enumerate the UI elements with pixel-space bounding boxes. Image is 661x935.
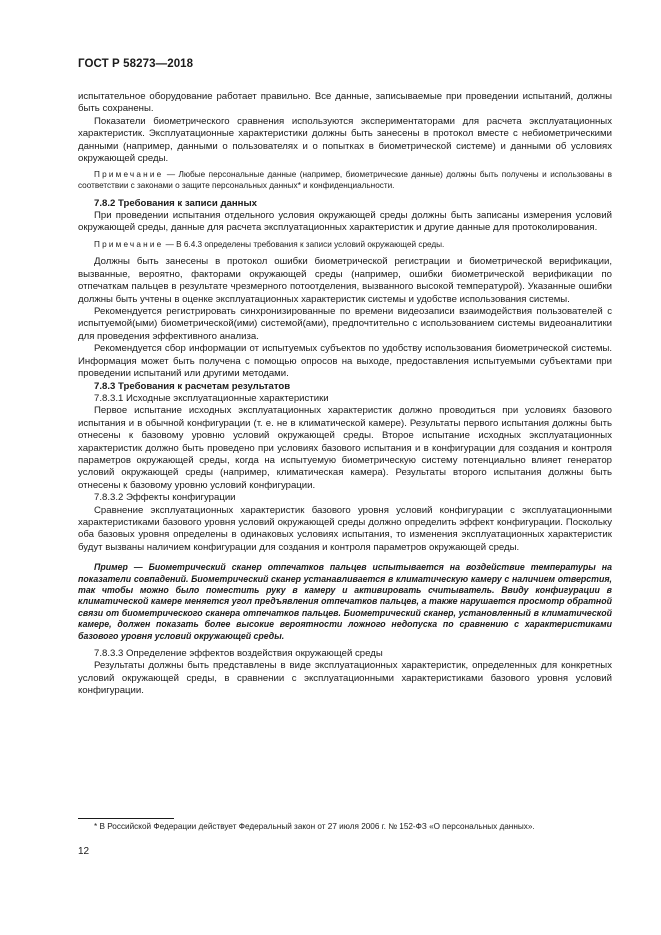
- standard-header: ГОСТ Р 58273—2018: [78, 58, 194, 70]
- paragraph: испытательное оборудование работает правильно. Все данные, записываемые при проведении испытаний, должны быть сохранены.: [78, 91, 612, 115]
- paragraph: Рекомендуется регистрировать синхронизированные по времени видеозаписи взаимодействия пользователей с испытуемой(ыми) биометрической(ими) системой(ами), предпочтительно с использованием системы видеоаналитики для проведения эффективного анализа.: [78, 306, 612, 342]
- paragraph: Первое испытание исходных эксплуатационных характеристик должно проводиться при условиях базового испытания и в обычной конфигурации (т. е. не в климатической камере). Результаты первого испытания должны быть отнесены к базовому уровню условий окружающей среды. Второе испытание исходных эксплуатационных характеристик должно быть проведено при условиях базового испытания и в конфигурации для создания и контроля параметров окружающей среды, когда на испытуемую биометрическую систему потенциально влияет генератор условий окружающей среды (например, климатическая камера). Результаты второго испытания должны быть отнесены к базовому уровню условий конфигурации.: [78, 405, 612, 491]
- page-number: 12: [78, 846, 90, 857]
- paragraph: Рекомендуется сбор информации от испытуемых субъектов по удобству использования биометрической системы. Информация может быть получена с помощью опросов на выходе, предоставления испытуемыми субъектами при проведении испытаний или другими методами.: [78, 343, 612, 380]
- footnote-divider: [78, 818, 174, 819]
- note-label: Примечание: [94, 170, 164, 180]
- section-heading: 7.8.2 Требования к записи данных: [94, 197, 257, 209]
- note-text: — Любые персональные данные (например, биометрические данные) должны быть получены и использованы в соответствии с законами о защите персональных данных* и конфиденциальности.: [78, 170, 612, 191]
- footnote: * В Российской Федерации действует Федеральный закон от 27 июля 2006 г. № 152-ФЗ «О персональных данных».: [94, 822, 535, 831]
- paragraph: Результаты должны быть представлены в виде эксплуатационных характеристик, определенных для конкретных условий окружающей среды, в сравнении с эксплуатационными характеристиками базового уровня условий конфигурации.: [78, 660, 612, 697]
- paragraph: Должны быть занесены в протокол ошибки биометрической регистрации и биометрической верификации, вызванные, вероятно, факторами окружающей среды (например, ошибки биометрической верификации по отпечаткам пальцев в результате чрезмерного потоотделения, вызванного высокой температурой). Указанные ошибки должны быть учтены в оценке эксплуатационных характеристик системы и удобстве использования системы.: [78, 256, 612, 305]
- note: [78, 240, 612, 251]
- example-block: Пример — Биометрический сканер отпечатков пальцев испытывается на воздействие температуры на показатели совпадений. Биометрический сканер устанавливается в климатическую камеру с наличием отверстия, так чтобы можно было поместить руку в камеру и активировать считыватель. Ввиду конфигурации в климатической камере меняется угол предъявления отпечатков пальцев, а также нарушается просмотр обратной связи от биометрического сканера отпечатков пальцев. Биометрический сканер, установленный в климатической камере, должен показать более высокие вероятности ложного недопуска по сравнению с характеристиками базового уровня условий окружающей среды.: [78, 562, 612, 641]
- paragraph: При проведении испытания отдельного условия окружающей среды должны быть записаны измерения условий окружающей среды, данные для расчета эксплуатационных характеристик и другие данные для протоколирования.: [78, 210, 612, 234]
- note-label: Примечание: [94, 239, 164, 249]
- subsection-heading: 7.8.3.1 Исходные эксплуатационные характеристики: [94, 392, 329, 404]
- document-page: [78, 58, 612, 698]
- note-text: — В 6.4.3 определены требования к записи условий окружающей среды.: [163, 239, 445, 249]
- subsection-heading: 7.8.3.2 Эффекты конфигурации: [94, 492, 236, 504]
- note: [78, 170, 612, 191]
- subsection-heading: 7.8.3.3 Определение эффектов воздействия окружающей среды: [94, 648, 383, 660]
- section-heading: 7.8.3 Требования к расчетам результатов: [94, 380, 291, 392]
- paragraph: Сравнение эксплуатационных характеристик базового уровня условий конфигурации с эксплуатационными характеристиками базового уровня условий окружающей среды должно определить эффект конфигурации. Поскольку оба базовых уровня определены в одинаковых условиях испытания, то изменения эксплуатационных характеристик будут вызваны наличием конфигурации для создания и контроля параметров окружающей среды.: [78, 504, 612, 553]
- paragraph: Показатели биометрического сравнения используются экспериментаторами для расчета эксплуатационных характеристик. Эксплуатационные характеристики должны быть занесены в протокол вместе с небиометрическими данными (например, данными о пользователях и о попытках в биометрической системе) и данными об условиях окружающей среды.: [78, 115, 612, 165]
